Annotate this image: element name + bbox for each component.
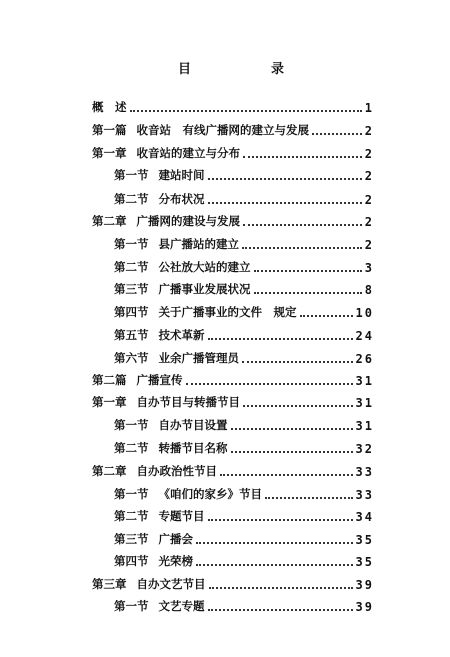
dot-leader <box>242 361 353 363</box>
dot-leader <box>196 542 353 544</box>
toc-entry-page: 31 <box>355 396 374 410</box>
toc-entry-title: 自办节目与转播节目 <box>136 395 240 409</box>
toc-entry <box>114 234 374 252</box>
dot-leader <box>243 224 362 226</box>
dot-leader <box>254 292 362 294</box>
toc-entry-number: 第一节 <box>114 599 149 613</box>
dot-leader <box>130 110 362 112</box>
toc-entry-number: 第四节 <box>114 305 149 319</box>
toc-entry <box>114 596 374 614</box>
toc-entry <box>92 461 374 479</box>
toc-entry-page: 2 <box>364 169 374 183</box>
toc-entry <box>92 97 374 115</box>
toc-entry-title: 转播节目名称 <box>158 441 228 455</box>
toc-entry-page: 31 <box>355 419 374 433</box>
toc-entry-page: 33 <box>355 465 374 479</box>
toc-entry <box>114 348 374 366</box>
toc-entry-title: 广播网的建设与发展 <box>136 214 240 228</box>
toc-entry-number: 第五节 <box>114 328 149 342</box>
toc-entry-number: 第四节 <box>114 554 149 568</box>
dot-leader <box>208 202 362 204</box>
toc-entry-page: 35 <box>355 555 374 569</box>
toc-entry-number: 第二节 <box>114 192 149 206</box>
toc-entry <box>92 120 374 138</box>
toc-entry <box>114 484 374 502</box>
toc-entry-page: 2 <box>364 147 374 161</box>
toc-entry-title: 收音站的建立与分布 <box>136 146 240 160</box>
toc-entry-number: 第二章 <box>92 464 127 478</box>
toc-entry-page: 24 <box>355 329 374 343</box>
toc-entry-page: 31 <box>355 374 374 388</box>
toc-entry <box>114 506 374 524</box>
toc-entry <box>114 529 374 547</box>
toc-entry-page: 32 <box>355 442 374 456</box>
toc-entry-title: 专题节目 <box>158 509 205 523</box>
toc-entry-number: 第三章 <box>92 577 127 591</box>
dot-leader <box>312 133 362 135</box>
toc-entry-title: 分布状况 <box>158 192 205 206</box>
toc-entry-title: 广播宣传 <box>136 373 183 387</box>
toc-entry-title: 业余广播管理员 <box>158 351 239 365</box>
toc-entry-page: 3 <box>364 261 374 275</box>
toc-entry <box>92 370 374 388</box>
toc-entry-number: 第二节 <box>114 509 149 523</box>
toc-entry-title: 《咱们的家乡》节目 <box>158 487 262 501</box>
toc-entry <box>92 211 374 229</box>
toc-entry <box>114 415 374 433</box>
toc-entry-number: 第一篇 <box>92 123 127 137</box>
toc-entry-page: 2 <box>364 124 374 138</box>
toc-entry-page: 2 <box>364 238 374 252</box>
toc-entry-number: 第一节 <box>114 168 149 182</box>
toc-entry-number: 概 述 <box>92 100 127 114</box>
toc-entry-page: 2 <box>364 215 374 229</box>
toc-entry-title: 文艺专题 <box>158 599 205 613</box>
toc-entry <box>114 257 374 275</box>
dot-leader <box>242 247 362 249</box>
toc-entry-number: 第一章 <box>92 395 127 409</box>
toc-entry-page: 33 <box>355 488 374 502</box>
dot-leader <box>186 383 353 385</box>
toc-entry-title: 建站时间 <box>158 168 205 182</box>
toc-entry-page: 35 <box>355 533 374 547</box>
dot-leader <box>231 428 353 430</box>
toc-entry-title: 广播会 <box>158 532 193 546</box>
toc-entry <box>92 143 374 161</box>
toc-entry-page: 26 <box>355 352 374 366</box>
toc-entry-number: 第三节 <box>114 532 149 546</box>
toc-entry <box>114 165 374 183</box>
toc-entry <box>114 438 374 456</box>
toc-entry-page: 1 <box>364 101 374 115</box>
dot-leader <box>300 315 353 317</box>
toc-entry <box>92 392 374 410</box>
title-char-right: 录 <box>271 62 285 77</box>
toc-entry-page: 39 <box>355 600 374 614</box>
toc-entry-number: 第一节 <box>114 487 149 501</box>
dot-leader <box>209 587 353 589</box>
toc-entry-page: 39 <box>355 578 374 592</box>
toc-entry-number: 第一节 <box>114 418 149 432</box>
toc-entry-title: 光荣榜 <box>158 554 193 568</box>
toc-entry-number: 第一节 <box>114 237 149 251</box>
toc-entry <box>114 189 374 207</box>
toc-entry <box>92 574 374 592</box>
dot-leader <box>208 609 353 611</box>
dot-leader <box>220 474 353 476</box>
dot-leader <box>265 497 353 499</box>
toc-entry <box>114 551 374 569</box>
toc-entry-title: 自办文艺节目 <box>136 577 206 591</box>
dot-leader <box>243 405 353 407</box>
toc-entry-number: 第一章 <box>92 146 127 160</box>
toc-entry-title: 技术革新 <box>158 328 205 342</box>
toc-entry-number: 第六节 <box>114 351 149 365</box>
toc-entry-title: 县广播站的建立 <box>158 237 239 251</box>
toc-entry-page: 34 <box>355 510 374 524</box>
toc-entry-number: 第二章 <box>92 214 127 228</box>
dot-leader <box>243 156 362 158</box>
dot-leader <box>254 270 362 272</box>
toc-entry-number: 第二篇 <box>92 373 127 387</box>
toc-entry-title: 广播事业发展状况 <box>158 282 251 296</box>
toc-entry-page: 2 <box>364 193 374 207</box>
dot-leader <box>196 564 353 566</box>
toc-entry-title: 收音站 有线广播网的建立与发展 <box>136 123 309 137</box>
toc-entry-title: 公社放大站的建立 <box>158 260 251 274</box>
toc-entry <box>114 325 374 343</box>
dot-leader <box>208 178 362 180</box>
toc-entry-title: 自办节目设置 <box>158 418 228 432</box>
dot-leader <box>231 451 353 453</box>
dot-leader <box>208 338 353 340</box>
toc-entry-page: 10 <box>355 306 374 320</box>
toc-entry <box>114 279 374 297</box>
title-char-left: 目 <box>178 62 192 77</box>
dot-leader <box>208 519 353 521</box>
toc-entry-number: 第二节 <box>114 260 149 274</box>
toc-entry-number: 第三节 <box>114 282 149 296</box>
toc-entry-title: 关于广播事业的文件 规定 <box>158 305 297 319</box>
toc-entry-title: 自办政治性节目 <box>136 464 217 478</box>
toc-entry-page: 8 <box>364 283 374 297</box>
toc-entry-number: 第二节 <box>114 441 149 455</box>
toc-entry <box>114 302 374 320</box>
